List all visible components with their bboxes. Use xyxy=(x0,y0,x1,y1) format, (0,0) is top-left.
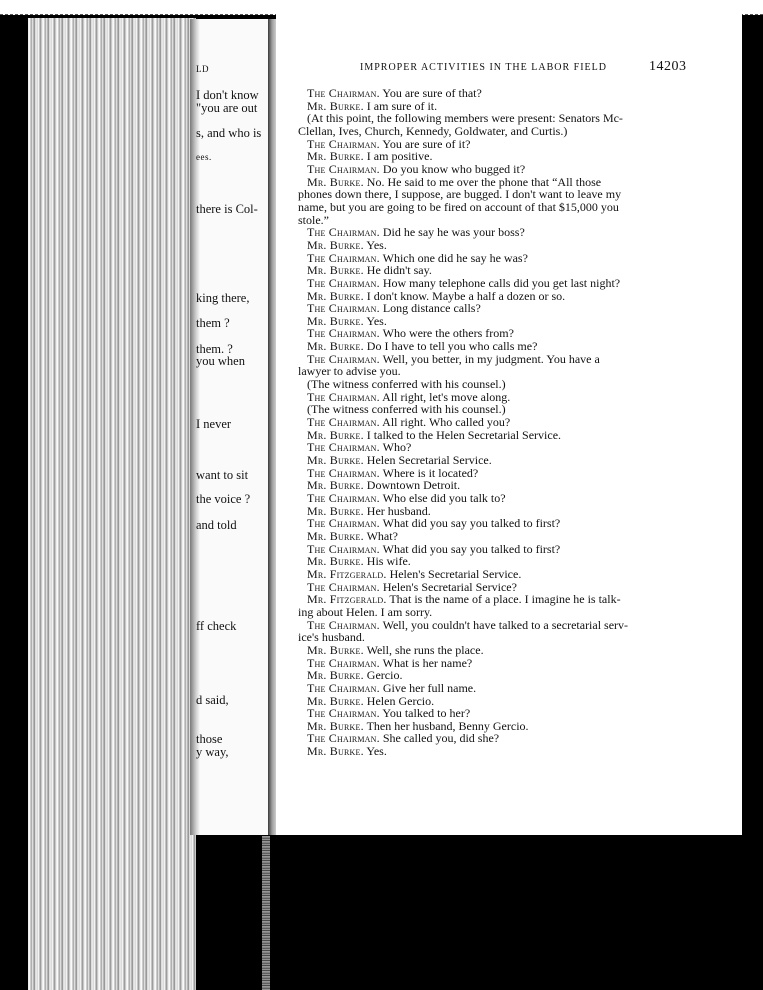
speaker-name: Mr. Burke. xyxy=(307,98,364,113)
speaker-name: The Chairman. xyxy=(307,680,380,695)
line-text: His wife. xyxy=(363,554,411,569)
speaker-name: The Chairman. xyxy=(307,465,380,480)
line-text: Yes. xyxy=(363,237,387,252)
left-running-head-fragment: LD xyxy=(196,64,209,74)
speaker-name: Mr. Burke. xyxy=(307,288,364,303)
speaker-name: Mr. Fitzgerald. xyxy=(307,592,387,607)
speaker-name: The Chairman. xyxy=(307,351,380,366)
line-text: Yes. xyxy=(363,313,387,328)
speaker-name: Mr. Burke. xyxy=(307,339,364,354)
speaker-name: The Chairman. xyxy=(307,731,380,746)
transcript-line xyxy=(298,201,694,214)
scanner-streak-region xyxy=(28,18,196,990)
page-number: 14203 xyxy=(649,59,687,74)
line-text: ice's husband. xyxy=(298,630,365,645)
line-text: What did you say you talked to first? xyxy=(379,541,561,556)
speaker-name: Mr. Burke. xyxy=(307,174,364,189)
speaker-name: The Chairman. xyxy=(307,136,380,151)
speaker-name: Mr. Burke. xyxy=(307,263,364,278)
speaker-name: The Chairman. xyxy=(307,541,380,556)
line-text: Clellan, Ives, Church, Kennedy, Goldwater, and Curtis.) xyxy=(298,123,568,138)
transcript-line xyxy=(298,745,694,758)
speaker-name: Mr. Burke. xyxy=(307,744,364,759)
line-text: name, but you are going to be fired on account of that $15,000 you xyxy=(298,199,619,214)
left-text-fragment: the voice ? xyxy=(196,492,251,506)
line-text: Who else did you talk to? xyxy=(379,491,506,505)
speaker-name: The Chairman. xyxy=(307,579,380,594)
left-text-fragment: ff check xyxy=(196,619,237,633)
speaker-name: The Chairman. xyxy=(307,275,380,290)
line-text: Who? xyxy=(379,440,412,455)
left-text-fragment: "you are out xyxy=(196,101,258,115)
running-head: IMPROPER ACTIVITIES IN THE LABOR FIELD xyxy=(360,62,607,73)
speaker-name: Mr. Burke. xyxy=(307,427,364,442)
line-text: What is her name? xyxy=(379,655,473,670)
line-text: Long distance calls? xyxy=(379,301,481,316)
line-text: Where is it located? xyxy=(379,465,479,480)
line-text: Then her husband, Benny Gercio. xyxy=(363,718,529,733)
line-text: Do I have to tell you who calls me? xyxy=(363,339,538,354)
line-text: Who were the others from? xyxy=(379,326,514,341)
speaker-name: The Chairman. xyxy=(307,389,380,404)
line-text: You are sure of it? xyxy=(379,136,471,151)
line-text: Which one did he say he was? xyxy=(379,250,528,265)
line-text: (The witness conferred with his counsel.) xyxy=(307,377,506,392)
speaker-name: Mr. Burke. xyxy=(307,718,364,733)
speaker-name: Mr. Burke. xyxy=(307,642,364,657)
speaker-name: The Chairman. xyxy=(307,706,380,721)
speaker-name: Mr. Burke. xyxy=(307,693,364,708)
line-text: You talked to her? xyxy=(379,706,471,721)
left-text-fragment: them ? xyxy=(196,316,230,330)
line-text: I don't know. Maybe a half a dozen or so. xyxy=(363,288,566,303)
line-text: Did he say he was your boss? xyxy=(379,225,525,240)
speaker-name: The Chairman. xyxy=(307,617,380,632)
left-text-fragment: want to sit xyxy=(196,468,249,482)
line-text: All right. Who called you? xyxy=(379,415,511,430)
line-text: That is the name of a place. I imagine he is talk- xyxy=(386,592,621,607)
line-text: No. He said to me over the phone that “All those xyxy=(363,174,602,189)
line-text: What? xyxy=(363,528,398,543)
speaker-name: Mr. Burke. xyxy=(307,503,364,518)
speaker-name: The Chairman. xyxy=(307,301,380,316)
line-text: Downtown Detroit. xyxy=(363,478,461,493)
speaker-name: The Chairman. xyxy=(307,415,380,430)
line-text: phones down there, I suppose, are bugged. I don't want to leave my xyxy=(298,187,622,202)
speaker-name: The Chairman. xyxy=(307,655,380,670)
line-text: Her husband. xyxy=(363,503,431,518)
speaker-name: The Chairman. xyxy=(307,440,380,455)
left-text-fragment: y way, xyxy=(196,745,229,759)
line-text: Do you know who bugged it? xyxy=(379,161,526,176)
left-text-fragment: there is Col- xyxy=(196,202,258,216)
speaker-name: Mr. Burke. xyxy=(307,528,364,543)
line-text: How many telephone calls did you get last night? xyxy=(379,275,621,290)
left-text-fragment: I don't know xyxy=(196,88,259,102)
speaker-name: Mr. Burke. xyxy=(307,237,364,252)
hearing-transcript xyxy=(298,87,694,758)
left-text-fragment: and told xyxy=(196,518,237,532)
line-text: Helen Secretarial Service. xyxy=(363,453,492,468)
line-text: Well, she runs the place. xyxy=(363,642,484,657)
left-text-fragment: ees. xyxy=(196,152,212,162)
line-text: lawyer to advise you. xyxy=(298,364,401,379)
line-text: He didn't say. xyxy=(363,263,432,278)
right-page xyxy=(276,12,742,835)
speaker-name: The Chairman. xyxy=(307,326,380,341)
speaker-name: The Chairman. xyxy=(307,491,380,505)
line-text: I am sure of it. xyxy=(363,98,438,113)
speaker-name: The Chairman. xyxy=(307,86,380,100)
speaker-name: The Chairman. xyxy=(307,250,380,265)
left-text-fragment: you when xyxy=(196,354,245,368)
line-text: Yes. xyxy=(363,744,387,759)
line-text: She called you, did she? xyxy=(379,731,500,746)
line-text: Gercio. xyxy=(363,668,403,683)
scanner-streak-lower xyxy=(262,836,270,990)
line-text: Helen Gercio. xyxy=(363,693,435,708)
line-text: Well, you couldn't have talked to a secretarial serv- xyxy=(379,617,629,632)
left-text-fragment: those xyxy=(196,732,223,746)
left-text-fragment: king there, xyxy=(196,291,250,305)
line-text: Give her full name. xyxy=(379,680,477,695)
line-text: Helen's Secretarial Service? xyxy=(379,579,517,594)
line-text: I am positive. xyxy=(363,149,433,164)
speaker-name: Mr. Burke. xyxy=(307,149,364,164)
line-text: I talked to the Helen Secretarial Service. xyxy=(363,427,562,442)
left-text-fragment: I never xyxy=(196,417,232,431)
left-text-fragment: s, and who is xyxy=(196,126,262,140)
line-text: Well, you better, in my judgment. You have a xyxy=(379,351,600,366)
line-text: ing about Helen. I am sorry. xyxy=(298,604,433,619)
speaker-name: The Chairman. xyxy=(307,516,380,531)
line-text: (At this point, the following members were present: Senators Mc- xyxy=(307,111,623,126)
speaker-name: The Chairman. xyxy=(307,225,380,240)
line-text: All right, let's move along. xyxy=(379,389,511,404)
line-text: You are sure of that? xyxy=(379,86,482,100)
speaker-name: Mr. Burke. xyxy=(307,453,364,468)
line-text: stole.” xyxy=(298,212,329,227)
left-text-fragment: d said, xyxy=(196,693,229,707)
line-text: Helen's Secretarial Service. xyxy=(386,566,522,581)
speaker-name: Mr. Fitzgerald. xyxy=(307,566,387,581)
left-text-fragment: them. ? xyxy=(196,342,233,356)
speaker-name: Mr. Burke. xyxy=(307,668,364,683)
speaker-name: Mr. Burke. xyxy=(307,554,364,569)
speaker-name: The Chairman. xyxy=(307,161,380,176)
speaker-name: Mr. Burke. xyxy=(307,313,364,328)
left-page-fragment xyxy=(190,19,268,835)
line-text: (The witness conferred with his counsel.) xyxy=(307,402,506,417)
line-text: What did you say you talked to first? xyxy=(379,516,561,531)
speaker-name: Mr. Burke. xyxy=(307,478,364,493)
